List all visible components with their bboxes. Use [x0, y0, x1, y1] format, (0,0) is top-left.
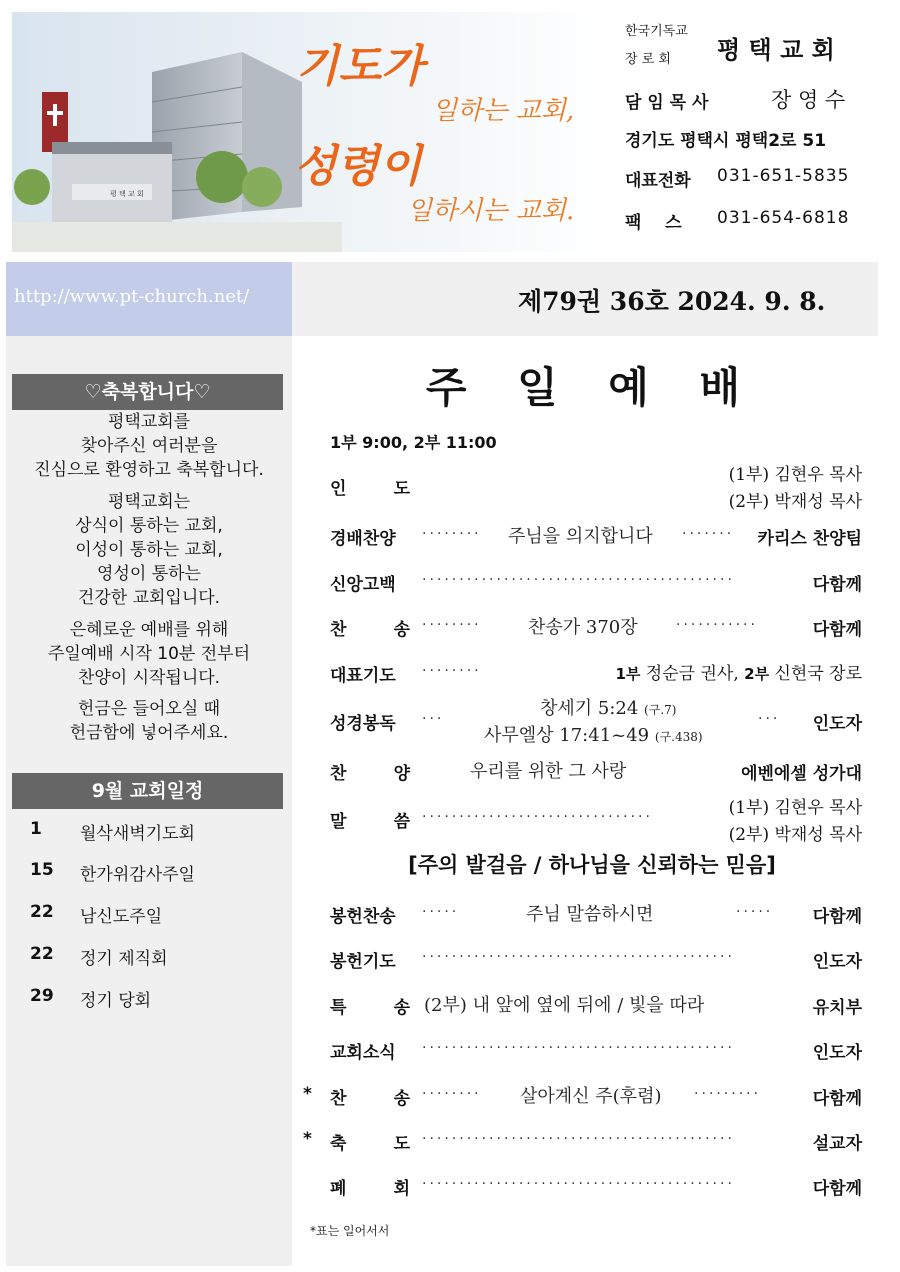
welcome-line: 진심으로 환영하고 축복합니다. [34, 460, 264, 480]
label-char: 회 [393, 1179, 410, 1199]
praise-team: 카리스 찬양팀 [757, 529, 862, 549]
label-char: 인 [330, 479, 347, 499]
welcome-line: 영성이 통하는 [97, 564, 201, 584]
sermon-preacher-2: (2부) 박재성 목사 [728, 825, 862, 845]
welcome-line: 평택교회를 [107, 412, 191, 432]
reading-label: 성경봉독 [330, 714, 396, 734]
special-song: (2부) 내 앞에 옆에 뒤에 / 빛을 따라 [424, 995, 705, 1016]
phone-number: 031-651-5835 [717, 166, 850, 186]
news-label: 교회소식 [330, 1043, 396, 1063]
prayer-label: 대표기도 [330, 666, 396, 686]
service-tag: 1부 [615, 665, 641, 683]
website-link[interactable]: http://www.pt-church.net/ [14, 286, 250, 307]
pastor-label: 담 임 목 사 [625, 93, 709, 113]
closing-leader: 다함께 [812, 1179, 862, 1199]
schedule-event: 남신도주일 [80, 907, 163, 927]
leader-dots: ··· [422, 711, 445, 727]
welcome-paragraph-1 [6, 410, 292, 482]
schedule-heading: 9월 교회일정 [12, 773, 283, 809]
service-tag: 2부 [744, 665, 770, 683]
footnote: *표는 일어서서 [310, 1224, 390, 1238]
schedule-event: 월삭새벽기도회 [80, 824, 195, 844]
leader-dots: ····· [736, 904, 774, 920]
schedule-event: 한가위감사주일 [80, 865, 195, 885]
label-char: 축 [330, 1134, 347, 1154]
label-char: 송 [393, 620, 410, 640]
building-sign: 평 택 교 회 [110, 190, 144, 198]
welcome-line: 헌금함에 넣어주세요. [69, 723, 229, 743]
invocation-leader-2: (2부) 박재성 목사 [728, 492, 862, 512]
leader-dots: ········· [694, 1086, 762, 1102]
offering-hymn-label: 봉헌찬송 [330, 907, 396, 927]
welcome-line: 상식이 통하는 교회, [75, 516, 223, 536]
leader-dots: ·········································· [422, 1176, 735, 1192]
label-char: 특 [330, 998, 347, 1018]
anthem-label [330, 759, 410, 784]
schedule-day: 22 [30, 944, 54, 964]
closing-hymn-label [330, 1084, 410, 1109]
invocation-leader-1: (1부) 김현우 목사 [728, 465, 862, 485]
label-char: 찬 [330, 764, 347, 784]
page-ref: (구.7) [644, 703, 677, 717]
welcome-line: 건강한 교회입니다. [77, 588, 221, 608]
label-char: 말 [330, 812, 347, 832]
news-leader: 인도자 [812, 1043, 862, 1063]
hymn-label [330, 615, 410, 640]
schedule-day: 29 [30, 986, 54, 1006]
welcome-line: 찬양이 시작됩니다. [77, 668, 221, 688]
phone-label: 대표전화 [625, 171, 691, 191]
welcome-line: 주일예배 시작 10분 전부터 [47, 644, 251, 664]
hymn-leader: 다함께 [812, 620, 862, 640]
welcome-paragraph-4 [6, 697, 292, 745]
leader-dots: ········ [422, 663, 482, 679]
label-char: 찬 [330, 620, 347, 640]
slogan-1b: 일하는 교회, [432, 96, 575, 126]
welcome-paragraph-2 [6, 490, 292, 610]
benediction-label [330, 1129, 410, 1154]
leader-dots: ······························· [422, 809, 653, 825]
prayer-leaders [615, 659, 862, 684]
welcome-heading: ♡축복합니다♡ [12, 374, 283, 410]
schedule-day: 22 [30, 902, 54, 922]
special-performer: 유치부 [812, 998, 862, 1018]
benediction-leader: 설교자 [812, 1134, 862, 1154]
label-char: 송 [393, 1089, 410, 1109]
label-char: 송 [393, 998, 410, 1018]
leader-dots: ····· [422, 904, 460, 920]
standing-marker: * [303, 1084, 312, 1104]
welcome-line: 은혜로운 예배를 위해 [69, 620, 229, 640]
label-char: 도 [393, 1134, 410, 1154]
leader-dots: ··· [758, 711, 781, 727]
leader-dots: ·········································· [422, 1040, 735, 1056]
passage: 사무엘상 17:41~49 [484, 725, 650, 746]
fax-label: 팩 스 [625, 213, 682, 233]
sermon-title: [주의 발걸음 / 하나님을 신뢰하는 믿음] [408, 853, 776, 877]
leader-dots: ·········································· [422, 572, 735, 588]
reading-passage-1 [540, 694, 676, 720]
welcome-line: 평택교회는 [107, 492, 191, 512]
anthem-choir: 에벤에셀 성가대 [741, 764, 862, 784]
issue-number: 제79권 36호 2024. 9. 8. [518, 287, 826, 316]
leader-dots: ········ [422, 526, 482, 542]
welcome-paragraph-3 [6, 618, 292, 690]
hero-banner [12, 12, 612, 252]
praise-label: 경배찬양 [330, 529, 396, 549]
closing-hymn-leader: 다함께 [812, 1089, 862, 1109]
welcome-line: 찾아주신 여러분을 [80, 436, 218, 456]
offering-prayer-label: 봉헌기도 [330, 952, 396, 972]
fax-number: 031-654-6818 [717, 208, 850, 228]
church-name: 평 택 교 회 [717, 36, 835, 64]
label-char: 씀 [393, 812, 410, 832]
praise-song: 주님을 의지합니다 [508, 526, 653, 547]
church-info [625, 20, 885, 240]
leader-dots: ·········································· [422, 949, 735, 965]
denomination-line1: 한국기독교 [625, 24, 688, 39]
service-times: 1부 9:00, 2부 11:00 [330, 433, 497, 452]
schedule-event: 정기 제직회 [80, 949, 168, 969]
schedule-day: 15 [30, 860, 54, 880]
creed-leader: 다함께 [812, 575, 862, 595]
slogan-2b: 일하시는 교회. [407, 196, 575, 226]
slogan-2a: 성령이 [294, 141, 422, 192]
denomination-line2: 장 로 회 [625, 52, 671, 67]
reading-leader: 인도자 [812, 714, 862, 734]
closing-hymn-title: 살아계신 주(후렴) [520, 1086, 662, 1107]
invocation-label [330, 474, 410, 499]
label-char: 찬 [330, 1089, 347, 1109]
creed-label: 신앙고백 [330, 575, 396, 595]
label-char: 폐 [330, 1179, 347, 1199]
offering-hymn-title: 주님 말씀하시면 [526, 904, 654, 925]
hymn-number: 찬송가 370장 [528, 617, 638, 638]
pastor-name: 장 영 수 [771, 88, 846, 112]
leader-dots: ··········· [676, 617, 758, 633]
slogan-1a: 기도가 [296, 41, 424, 92]
reading-passage-2 [484, 721, 703, 747]
welcome-line: 이성이 통하는 교회, [75, 540, 223, 560]
standing-marker: * [303, 1129, 312, 1149]
leader-dots: ········ [422, 617, 482, 633]
offering-prayer-leader: 인도자 [812, 952, 862, 972]
prayer-leader-1: 정순금 권사, [640, 664, 745, 684]
label-char: 양 [393, 764, 410, 784]
offering-hymn-leader: 다함께 [812, 907, 862, 927]
leader-dots: ········ [422, 1086, 482, 1102]
label-char: 도 [393, 479, 410, 499]
address: 경기도 평택시 평택2로 51 [625, 131, 827, 151]
sermon-preacher-1: (1부) 김현우 목사 [728, 798, 862, 818]
passage: 창세기 5:24 [540, 698, 639, 719]
special-label [330, 993, 410, 1018]
worship-title: 주 일 예 배 [425, 363, 759, 412]
leader-dots: ······· [682, 526, 735, 542]
page-ref: (구.438) [654, 730, 703, 744]
anthem-title: 우리를 위한 그 사랑 [470, 761, 627, 782]
closing-label [330, 1174, 410, 1199]
prayer-leader-2: 신현국 장로 [769, 664, 862, 684]
leader-dots: ·········································· [422, 1131, 735, 1147]
sermon-label [330, 807, 410, 832]
welcome-line: 헌금은 들어오실 때 [77, 699, 221, 719]
schedule-day: 1 [30, 819, 42, 839]
schedule-event: 정기 당회 [80, 991, 152, 1011]
